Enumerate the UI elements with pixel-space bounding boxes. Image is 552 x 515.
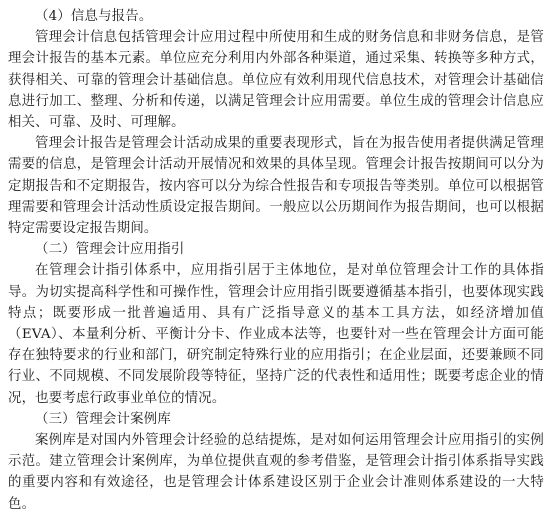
paragraph-case-library: 案例库是对国内外管理会计经验的总结提炼，是对如何运用管理会计应用指引的实例示范。建立管理会计案例库，为单位提供直观的参考借鉴，是管理会计指引体系指导实践的重要内容和有效途径，也是管理会计体系建设区别于企业会计准则体系建设的一大特色。 (8, 433, 544, 512)
section-heading-info-report: （4）信息与报告。 (35, 9, 153, 24)
paragraph-report-definition: 管理会计报告是管理会计活动成果的重要表现形式，旨在为报告使用者提供满足管理需要的信息，是管理会计活动开展情况和效果的具体呈现。管理会计报告按期间可以分为定期报告和不定期报告，按内容可以分为综合性报告和专项报告等类别。单位可以根据管理需要和管理会计活动性质设定报告期间。一般应以公历期间作为报告期间，也可以根据特定需要设定报告期间。 (8, 136, 544, 237)
section-heading-case-library: （三）管理会计案例库 (35, 411, 171, 427)
paragraph-application-guidance: 在管理会计指引体系中，应用指引居于主体地位，是对单位管理会计工作的具体指导。为切实提高科学性和可操作性，管理会计应用指引既要遵循基本指引，也要体现实践特点；既要形成一批普遍适用、具有广泛指导意义的基本工具方法，如经济增加值（EVA）、本量利分析、平衡计分卡、作业成本法等，也要针对一些在管理会计方面可能存在独特要求的行业和部门，研究制定特殊行业的应用指引；在企业层面，还要兼顾不同行业、不同规模、不同发展阶段等特征，坚持广泛的代表性和适用性；既要考虑企业的情况，也要考虑行政事业单位的情况。 (8, 263, 544, 406)
paragraph-info-definition: 管理会计信息包括管理会计应用过程中所使用和生成的财务信息和非财务信息，是管理会计报告的基本元素。单位应充分利用内外部各种渠道，通过采集、转换等多种方式，获得相关、可靠的管理会计基础信息。单位应有效利用现代信息技术，对管理会计基础信息进行加工、整理、分析和传递，以满足管理会计应用需要。单位生成的管理会计信息应相关、可靠、及时、可理解。 (8, 30, 544, 131)
section-heading-application-guidance: （二）管理会计应用指引 (35, 242, 185, 258)
